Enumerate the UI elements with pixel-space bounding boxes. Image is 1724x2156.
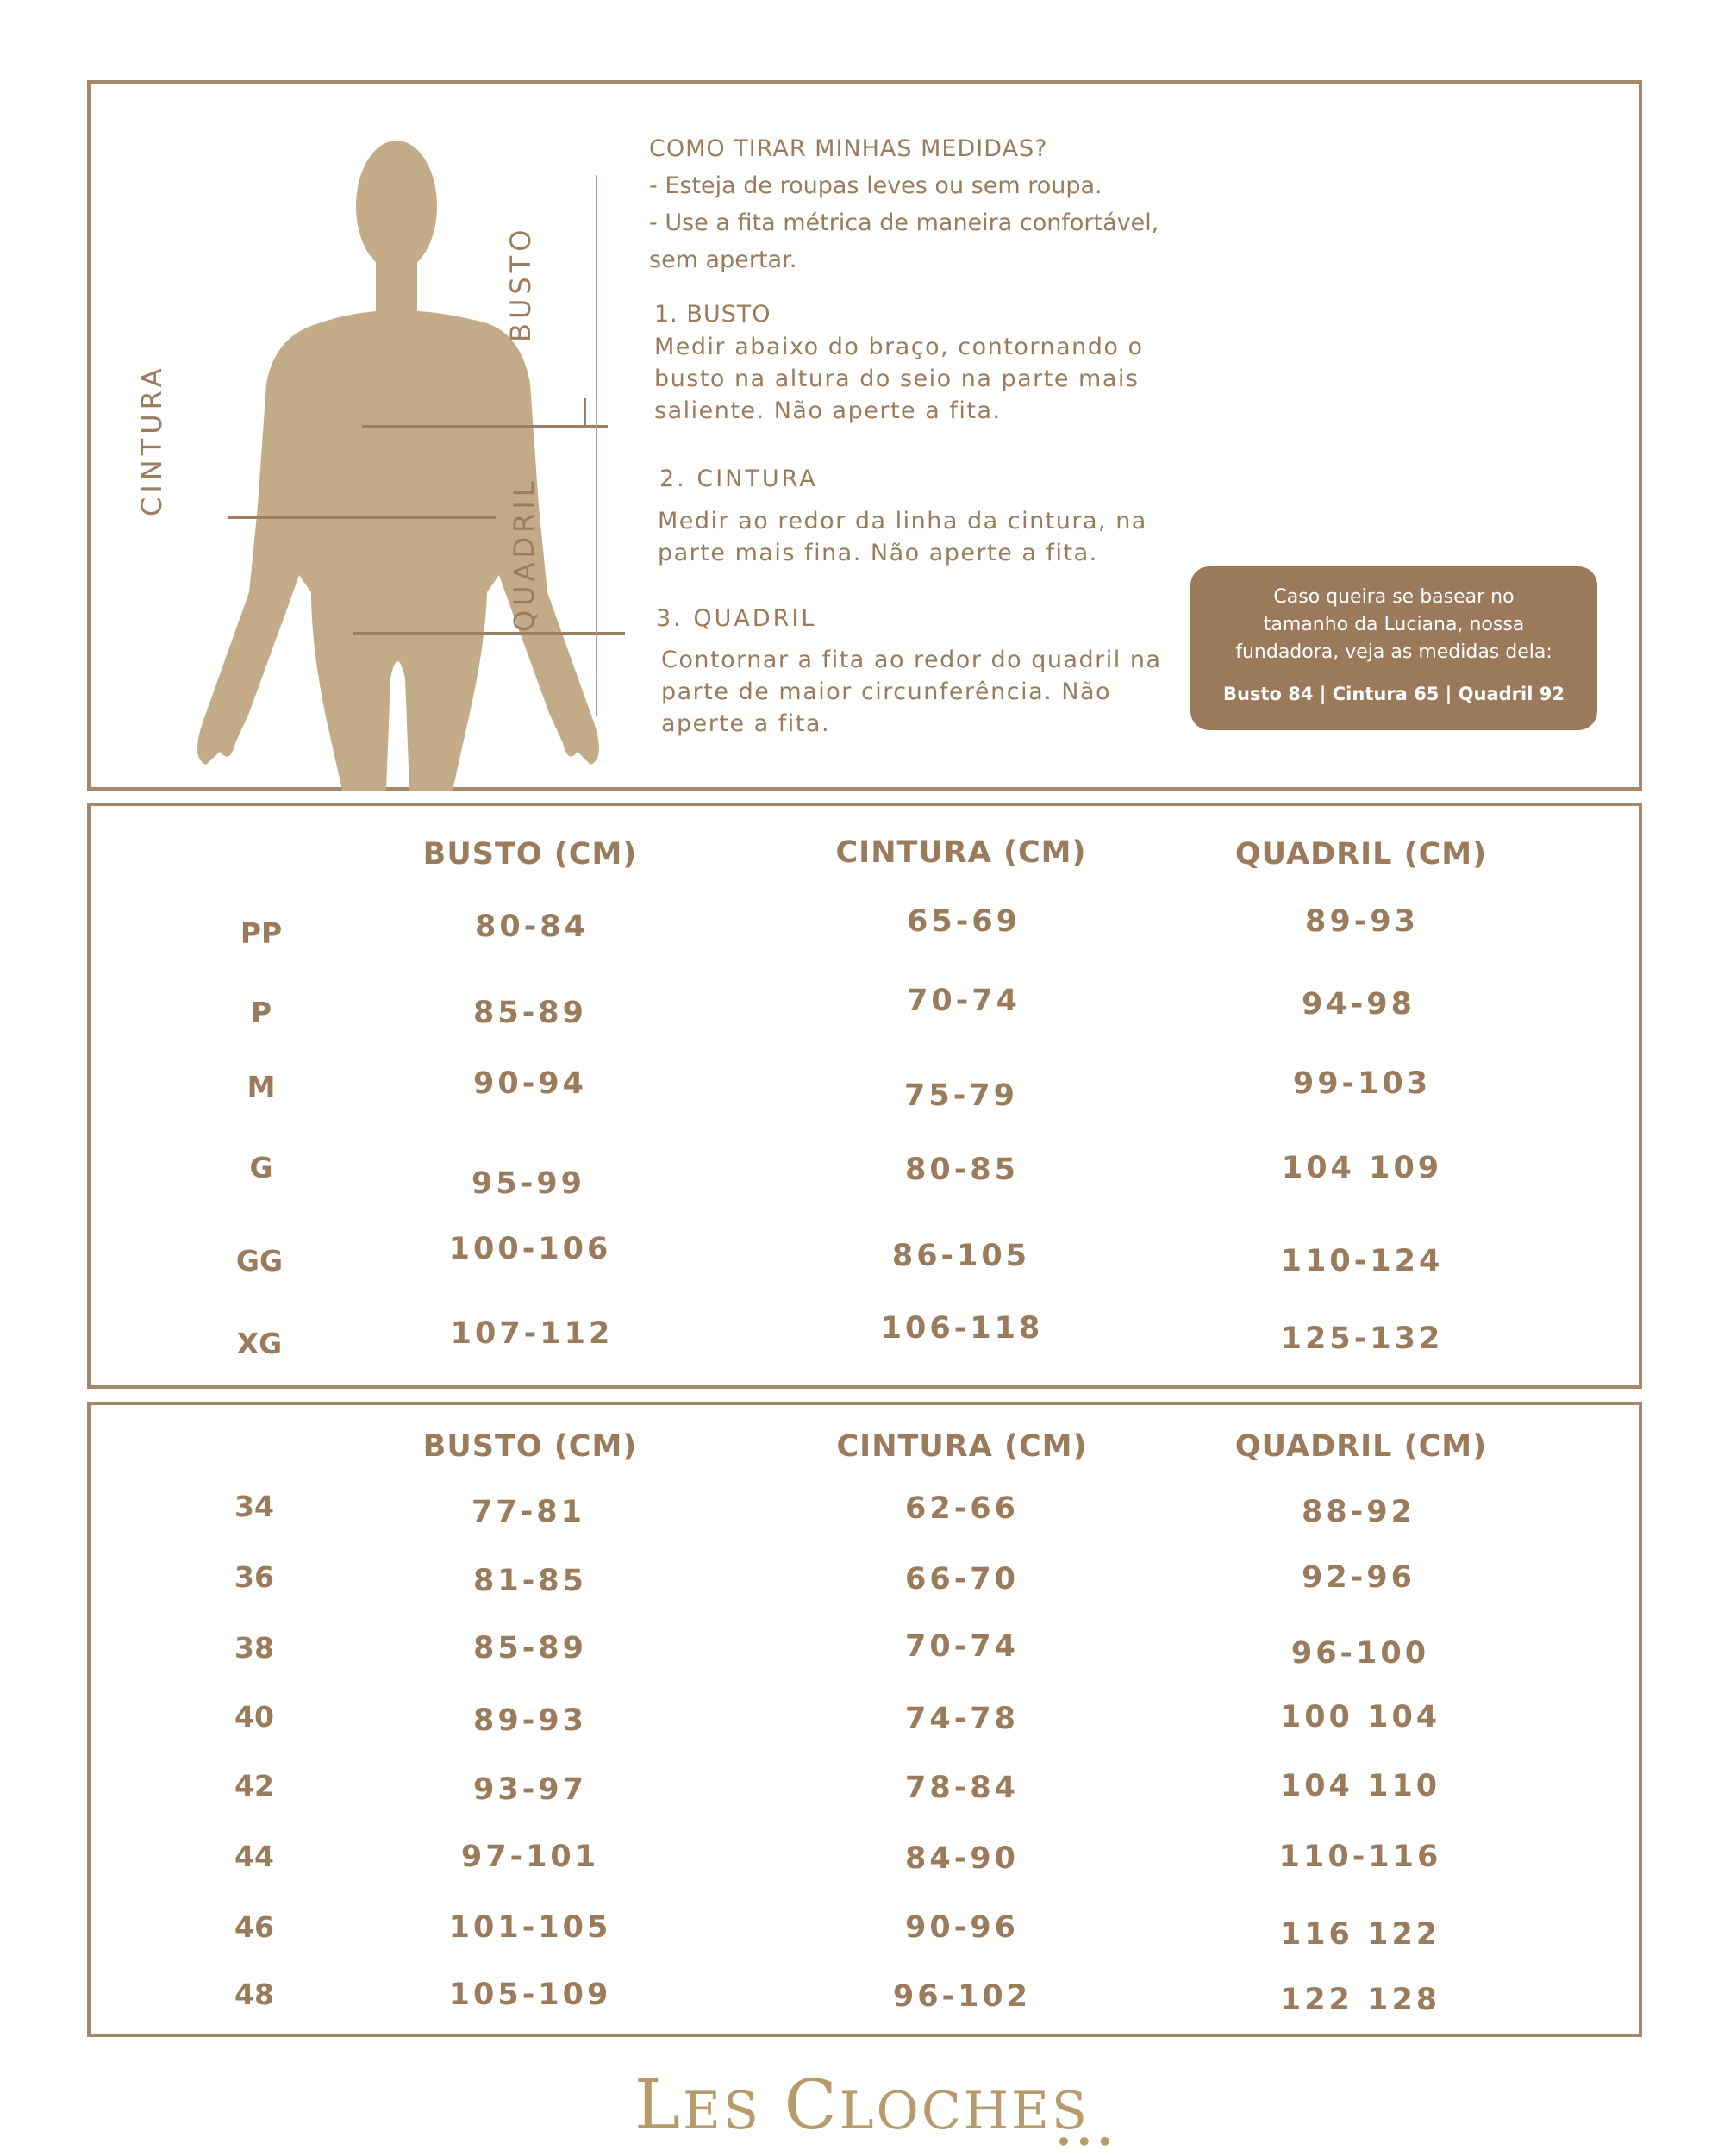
step-text: Contornar a fita ao redor do quadril na xyxy=(661,647,1162,673)
size-label: 36 xyxy=(234,1560,274,1594)
cintura-value: 62-66 xyxy=(905,1491,1019,1526)
size-label: G xyxy=(249,1151,273,1184)
measuring-guide-panel xyxy=(87,80,1642,791)
logo-dots-ornament: ••• xyxy=(1056,2128,1118,2156)
cintura-value: 75-79 xyxy=(904,1078,1018,1113)
quadril-value: 99-103 xyxy=(1292,1066,1432,1101)
column-header-busto: BUSTO (CM) xyxy=(422,837,638,872)
step-text: parte mais fina. Não aperte a fita. xyxy=(658,540,1098,566)
step-text: Medir ao redor da linha da cintura, na xyxy=(658,508,1147,534)
cintura-value: 74-78 xyxy=(905,1702,1019,1736)
note-line: Caso queira se basear no xyxy=(1273,586,1515,608)
guide-tip: - Use a fita métrica de maneira confortável, xyxy=(649,209,1159,236)
column-header-quadril: QUADRIL (CM) xyxy=(1234,1429,1488,1464)
busto-value: 93-97 xyxy=(473,1772,587,1807)
les-cloches-logo xyxy=(0,2065,1724,2145)
quadril-value: 104 110 xyxy=(1279,1769,1441,1803)
quadril-value: 110-124 xyxy=(1280,1244,1444,1278)
step-text: saliente. Não aperte a fita. xyxy=(654,397,1002,424)
quadril-value: 110-116 xyxy=(1278,1840,1442,1874)
size-label: PP xyxy=(240,916,283,950)
size-label: 34 xyxy=(234,1490,274,1523)
busto-value: 100-106 xyxy=(448,1232,612,1266)
column-header-quadril: QUADRIL (CM) xyxy=(1234,837,1488,872)
founder-measurements-note xyxy=(1190,566,1597,730)
busto-value: 107-112 xyxy=(450,1316,614,1351)
logo-wordmark: LES CLOCHES xyxy=(634,2065,1090,2145)
busto-value: 85-89 xyxy=(473,1631,587,1665)
guide-tip: sem apertar. xyxy=(649,247,797,273)
step-heading-quadril: 3. QUADRIL xyxy=(656,605,817,632)
note-line: fundadora, veja as medidas dela: xyxy=(1235,641,1552,663)
size-label: P xyxy=(250,996,272,1029)
founder-measurements: Busto 84 | Cintura 65 | Quadril 92 xyxy=(1223,684,1565,704)
figure-head xyxy=(356,141,437,272)
busto-value: 95-99 xyxy=(472,1166,585,1201)
busto-value: 105-109 xyxy=(448,1978,612,2012)
quadril-value: 104 109 xyxy=(1281,1151,1443,1185)
numeric-size-table xyxy=(87,1402,1642,2037)
size-label: GG xyxy=(235,1244,284,1278)
busto-value: 89-93 xyxy=(473,1703,587,1738)
quadril-value: 88-92 xyxy=(1302,1495,1415,1529)
quadril-label: QUADRIL xyxy=(508,477,540,632)
cintura-value: 86-105 xyxy=(891,1239,1031,1273)
cintura-value: 65-69 xyxy=(907,904,1021,939)
cintura-value: 66-70 xyxy=(905,1562,1019,1597)
quadril-value: 125-132 xyxy=(1280,1322,1444,1356)
vertical-divider xyxy=(596,175,597,716)
step-text: Medir abaixo do braço, contornando o xyxy=(654,334,1144,360)
size-label: 48 xyxy=(234,1978,274,2011)
size-label: 44 xyxy=(234,1840,274,1873)
busto-label: BUSTO xyxy=(504,225,537,342)
cintura-value: 80-85 xyxy=(905,1153,1019,1187)
quadril-value: 100 104 xyxy=(1279,1700,1441,1734)
guide-tip: - Esteja de roupas leves ou sem roupa. xyxy=(649,172,1102,199)
quadril-value: 92-96 xyxy=(1302,1560,1415,1595)
cintura-value: 106-118 xyxy=(880,1311,1044,1346)
letter-size-table xyxy=(87,803,1642,1389)
column-header-cintura: CINTURA (CM) xyxy=(835,835,1087,870)
busto-value: 97-101 xyxy=(460,1840,600,1874)
body-silhouette-illustration xyxy=(142,109,694,791)
size-label: M xyxy=(247,1070,276,1103)
note-line: tamanho da Luciana, nossa xyxy=(1263,614,1525,635)
column-header-busto: BUSTO (CM) xyxy=(422,1429,638,1464)
busto-value: 85-89 xyxy=(473,996,587,1030)
quadril-value: 116 122 xyxy=(1279,1917,1441,1952)
busto-value: 101-105 xyxy=(448,1910,612,1945)
cintura-value: 84-90 xyxy=(905,1841,1019,1876)
size-label: 42 xyxy=(234,1769,274,1803)
size-label: 46 xyxy=(234,1910,274,1944)
guide-title: COMO TIRAR MINHAS MEDIDAS? xyxy=(649,135,1048,162)
step-text: parte de maior circunferência. Não xyxy=(661,678,1112,705)
column-header-cintura: CINTURA (CM) xyxy=(836,1429,1088,1464)
step-text: busto na altura do seio na parte mais xyxy=(654,366,1140,392)
busto-value: 77-81 xyxy=(472,1495,585,1529)
quadril-value: 94-98 xyxy=(1302,987,1415,1022)
busto-value: 90-94 xyxy=(473,1066,587,1101)
quadril-value: 96-100 xyxy=(1290,1636,1430,1671)
size-label: XG xyxy=(236,1327,283,1360)
cintura-value: 70-74 xyxy=(907,984,1021,1018)
step-heading-cintura: 2. CINTURA xyxy=(659,466,818,492)
size-label: 38 xyxy=(234,1631,274,1665)
cintura-value: 96-102 xyxy=(892,1979,1032,2014)
busto-value: 80-84 xyxy=(475,909,589,944)
size-label: 40 xyxy=(234,1700,274,1734)
cintura-value: 78-84 xyxy=(905,1771,1019,1805)
step-text: aperte a fita. xyxy=(661,710,831,737)
quadril-value: 89-93 xyxy=(1305,904,1419,939)
busto-value: 81-85 xyxy=(473,1564,587,1598)
cintura-label: CINTURA xyxy=(135,364,168,516)
cintura-value: 90-96 xyxy=(905,1910,1019,1945)
step-heading-busto: 1. BUSTO xyxy=(654,301,771,328)
cintura-value: 70-74 xyxy=(905,1629,1019,1664)
quadril-value: 122 128 xyxy=(1279,1983,1441,2017)
